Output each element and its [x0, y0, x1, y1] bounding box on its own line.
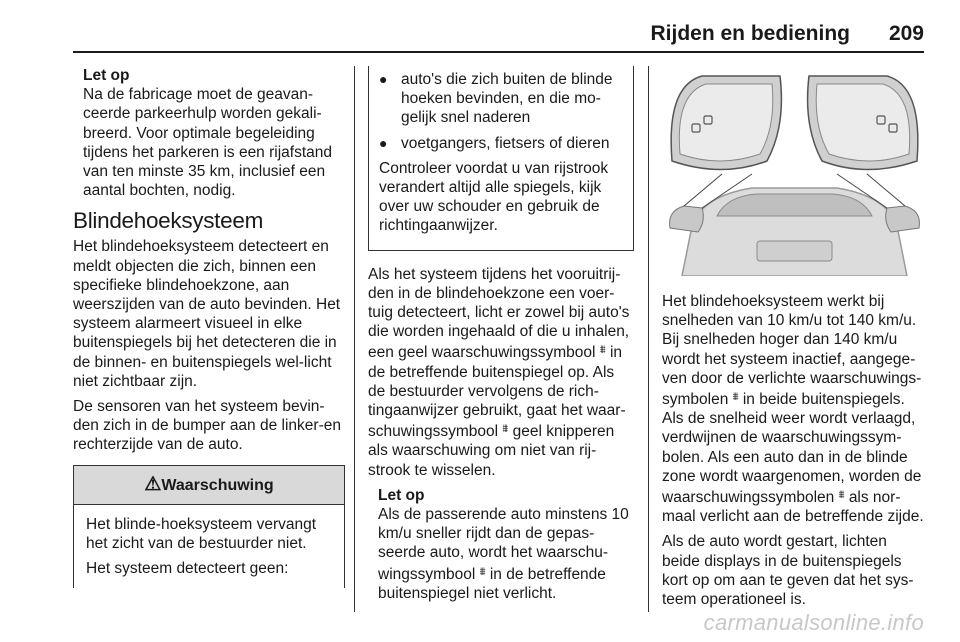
calibration-note	[73, 66, 345, 200]
note-text: Als de passerende auto minstens 10 km/u sneller rijdt dan de gepas-seerde auto, wordt het waarschu-wingssymbool ⩩ in de betreffende buitenspiegel niet verlicht.	[378, 506, 629, 602]
warning-triangle-icon: ⚠	[144, 473, 162, 495]
column-divider-2	[648, 66, 649, 612]
note-title: Let op	[378, 486, 425, 504]
speed-note	[368, 486, 634, 603]
warning-title: Waarschuwing	[161, 476, 274, 494]
bullet-icon: ●	[379, 71, 388, 87]
column-1	[73, 66, 345, 588]
header-rule	[73, 51, 924, 53]
paragraph: Het blindehoeksysteem werkt bij snelheden van 10 km/u tot 140 km/u. Bij snelheden hoger dan 140 km/u wordt het systeem inactief, aangege-ven door de verlichte waarschuwings-symbolen ⩩ in beide buitenspiegels. Als de snelheid weer wordt verlaagd, verdwijnen de waarschuwingssym-bolen. Als een auto dan in de blinde zone wordt waargenomen, worden de waarschuwingssymbolen ⩩ als nor-maal verlicht aan de betreffende zijde.	[662, 293, 924, 526]
column-divider-1	[354, 66, 355, 612]
section-title: Rijden en bediening	[650, 22, 850, 45]
blind-spot-warning-icon: ⩩	[838, 489, 845, 502]
car-mirrors-image	[662, 66, 927, 276]
column-3	[662, 66, 927, 615]
warning-body	[74, 505, 344, 589]
list-item-text: auto's die zich buiten de blinde hoeken bevinden, en die mo-gelijk snel naderen	[401, 71, 613, 127]
watermark: carmanualsonline.info	[703, 610, 924, 635]
warning-box-continued	[368, 66, 634, 251]
blind-spot-warning-icon: ⩩	[502, 423, 509, 436]
warning-text: Het systeem detecteert geen:	[86, 560, 289, 578]
note-text: Na de fabricage moet de geavan-ceerde parkeerhulp worden gekali-breerd. Voor optimale begeleiding tijdens het parkeren is een rijafstand van ten minste 35 km, inclusief een aantal bochten, nodig.	[83, 86, 333, 200]
section-heading: Blindehoeksysteem	[73, 208, 264, 234]
bullet-icon: ●	[379, 134, 388, 151]
list-item	[379, 70, 623, 128]
note-title: Let op	[83, 67, 130, 84]
blind-spot-warning-icon: ⩩	[599, 344, 606, 357]
page-number: 209	[888, 22, 924, 45]
paragraph: De sensoren van het systeem bevin-den zich in de bumper aan de linker-en rechterzijde van de auto.	[73, 398, 341, 454]
paragraph: Als het systeem tijdens het vooruitrij-den in de blindehoekzone een voer-tuig detecteert, licht er zowel bij auto's die worden ingehaald of die u inhalen, een geel waarschuwingssymbool ⩩ in de betreffende buitenspiegel op. Als de bestuurder vervolgens de rich-tingaanwijzer gebruikt, gaat het waar-schuwingssymbool ⩩ geel knipperen als waarschuwing om niet van rij-strook te wisselen.	[368, 265, 630, 479]
paragraph: Het blindehoeksysteem detecteert en meldt objecten die zich, binnen een specifieke blindehoekzone, aan weerszijden van de auto bevinden. Het systeem alarmeert visueel in elke buitenspiegels bij het detecteren die in de binnen- en buitenspiegels wel-licht niet zichtbaar zijn.	[73, 238, 341, 390]
warning-text: Controleer voordat u van rijstrook verandert altijd alle spiegels, kijk over uw schouder en gebruik de richtingaanwijzer.	[379, 159, 609, 235]
warning-box	[73, 465, 345, 589]
warning-header	[74, 465, 344, 505]
warning-text: Het blinde-hoeksysteem vervangt het zicht van de bestuurder niet.	[86, 515, 317, 552]
blind-spot-warning-icon: ⩩	[732, 391, 739, 404]
paragraph: Als de auto wordt gestart, lichten beide displays in de buitenspiegels kort op om aan te geven dat het sys-teem operationeel is.	[662, 533, 914, 609]
mirror-illustration	[662, 66, 927, 276]
list-item	[379, 134, 623, 153]
list-item-text: voetgangers, fietsers of dieren	[401, 134, 610, 152]
column-2	[368, 66, 634, 609]
page-header	[0, 0, 960, 56]
blind-spot-warning-icon: ⩩	[479, 565, 486, 578]
